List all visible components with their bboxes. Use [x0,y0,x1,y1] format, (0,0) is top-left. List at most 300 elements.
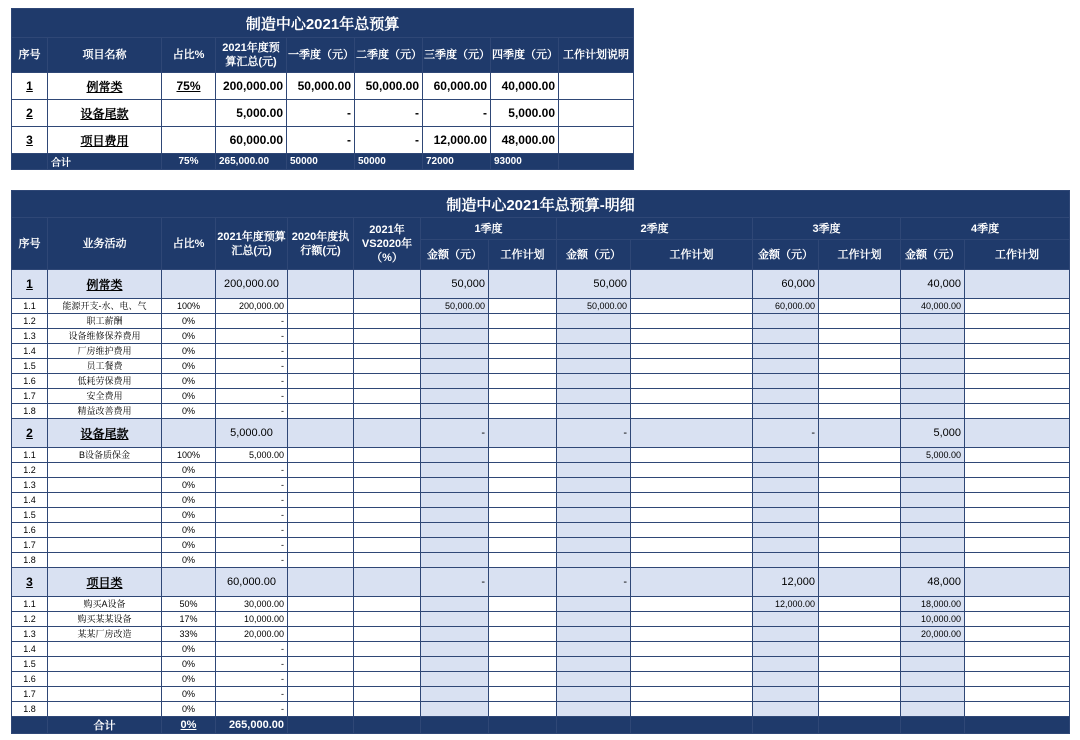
sub-vs [354,702,421,717]
summary-header-row [12,38,634,73]
sub-q4-plan [965,687,1070,702]
sub-q1 [421,672,489,687]
sub-q1-plan [489,478,557,493]
header-cell: 一季度（元） [287,38,355,73]
sub-number: 1.6 [12,672,48,687]
sub-q4-plan [965,612,1070,627]
sub-q2-plan [631,702,753,717]
sub-vs [354,627,421,642]
sub-activity [48,523,162,538]
item-total: 5,000.00 [216,100,287,127]
sub-q1 [421,657,489,672]
item-q4: 40,000.00 [491,73,559,100]
sub-budget: - [216,508,288,523]
sub-number: 1.2 [12,612,48,627]
sub-budget: - [216,657,288,672]
sub-activity: 精益改善费用 [48,404,162,419]
header-cell: 四季度（元） [491,38,559,73]
sub-ratio: 0% [162,642,216,657]
sub-q3-plan [819,359,901,374]
sub-ratio: 0% [162,672,216,687]
sub-q3-plan [819,374,901,389]
sub-number: 1.1 [12,597,48,612]
sub-vs [354,612,421,627]
sub-ratio: 0% [162,687,216,702]
sub-q3-plan [819,553,901,568]
sub-q2-plan [631,299,753,314]
sub-q1 [421,329,489,344]
table-row [12,672,1070,687]
detail-title: 制造中心2021年总预算-明细 [12,191,1070,218]
sub-exec2020 [288,329,354,344]
sub-exec2020 [288,299,354,314]
table-row [12,687,1070,702]
sub-q3-plan [819,448,901,463]
header-ratio: 占比% [162,218,216,270]
sub-vs [354,404,421,419]
header-amount: 金额（元） [753,240,819,270]
group-row [12,270,1070,299]
sub-exec2020 [288,344,354,359]
header-cell: 项目名称 [48,38,162,73]
sub-q1-plan [489,687,557,702]
sub-exec2020 [288,597,354,612]
group-q4: 40,000 [901,270,965,299]
header-cell: 占比% [162,38,216,73]
sub-q1-plan [489,657,557,672]
sub-q4-plan [965,374,1070,389]
sub-activity: 购买某某设备 [48,612,162,627]
item-q1: - [287,100,355,127]
sub-q3 [753,463,819,478]
sub-q3-plan [819,478,901,493]
sub-ratio: 0% [162,314,216,329]
sub-q1-plan [489,463,557,478]
sub-q2-plan [631,672,753,687]
sub-budget: - [216,404,288,419]
sub-q3-plan [819,642,901,657]
sub-q2-plan [631,553,753,568]
sub-q3 [753,508,819,523]
item-q3: 60,000.00 [423,73,491,100]
sub-q3 [753,687,819,702]
sub-budget: 20,000.00 [216,627,288,642]
sub-q4: 40,000.00 [901,299,965,314]
sub-vs [354,299,421,314]
sub-q1-plan [489,359,557,374]
table-row [12,374,1070,389]
table-row [12,508,1070,523]
sub-q4 [901,672,965,687]
sub-exec2020 [288,359,354,374]
sub-budget: - [216,687,288,702]
sub-q1-plan [489,612,557,627]
item-q1: - [287,127,355,154]
group-q3-plan [819,419,901,448]
sub-q1-plan [489,642,557,657]
sub-ratio: 0% [162,508,216,523]
sub-q4-plan [965,627,1070,642]
group-q1-plan [489,419,557,448]
sub-ratio: 0% [162,374,216,389]
item-ratio: 75% [162,73,216,100]
sub-activity: 厂房维护费用 [48,344,162,359]
table-row [12,702,1070,717]
sub-q4 [901,463,965,478]
sub-vs [354,672,421,687]
sub-q1 [421,463,489,478]
sub-q1-plan [489,493,557,508]
sub-activity: B设备质保金 [48,448,162,463]
sub-ratio: 0% [162,702,216,717]
table-row [12,627,1070,642]
sub-q1 [421,508,489,523]
sub-q2-plan [631,463,753,478]
sub-vs [354,687,421,702]
sub-q2-plan [631,597,753,612]
sub-q1-plan [489,627,557,642]
sub-exec2020 [288,553,354,568]
item-total: 60,000.00 [216,127,287,154]
sub-q3-plan [819,463,901,478]
table-row [12,612,1070,627]
sub-budget: 10,000.00 [216,612,288,627]
group-budget: 200,000.00 [216,270,288,299]
sub-q4-plan [965,329,1070,344]
table-row [12,73,634,100]
sub-vs [354,597,421,612]
group-name: 项目类 [48,568,162,597]
sub-exec2020 [288,389,354,404]
sub-exec2020 [288,314,354,329]
sub-exec2020 [288,493,354,508]
sub-budget: - [216,314,288,329]
sub-activity: 安全费用 [48,389,162,404]
group-vs [354,270,421,299]
sub-q2-plan [631,329,753,344]
sub-ratio: 50% [162,597,216,612]
group-exec2020 [288,270,354,299]
sub-q3-plan [819,672,901,687]
sub-number: 1.8 [12,702,48,717]
sub-q1-plan [489,344,557,359]
detail-total-label: 合计 [48,717,162,734]
sub-q1-plan [489,448,557,463]
sub-q1-plan [489,523,557,538]
table-row [12,299,1070,314]
sub-budget: - [216,359,288,374]
sub-q3 [753,702,819,717]
item-q2: - [355,127,423,154]
total-label: 合计 [48,154,162,170]
sub-vs [354,523,421,538]
sub-activity [48,538,162,553]
sub-budget: - [216,389,288,404]
sub-budget: - [216,463,288,478]
detail-total-row [12,717,1070,734]
sub-ratio: 33% [162,627,216,642]
sub-q3 [753,523,819,538]
sub-number: 1.3 [12,478,48,493]
sub-q2 [557,314,631,329]
table-row [12,523,1070,538]
sub-q3 [753,538,819,553]
sub-q1 [421,702,489,717]
group-q3: 60,000 [753,270,819,299]
item-q4: 5,000.00 [491,100,559,127]
group-number: 1 [12,270,48,299]
item-ratio [162,100,216,127]
sub-q4-plan [965,314,1070,329]
sub-q2 [557,657,631,672]
sub-q4 [901,702,965,717]
sub-q1 [421,374,489,389]
sub-exec2020 [288,538,354,553]
sub-ratio: 0% [162,359,216,374]
sub-q3-plan [819,314,901,329]
sub-q2 [557,389,631,404]
sub-budget: 30,000.00 [216,597,288,612]
item-plan [559,100,634,127]
sub-exec2020 [288,508,354,523]
sub-q4-plan [965,523,1070,538]
sub-q2-plan [631,359,753,374]
group-q1-plan [489,568,557,597]
item-plan [559,127,634,154]
sub-q2-plan [631,448,753,463]
sub-q3 [753,627,819,642]
sub-q4 [901,344,965,359]
sub-q4-plan [965,344,1070,359]
group-q2-plan [631,270,753,299]
table-row [12,389,1070,404]
sub-exec2020 [288,374,354,389]
sub-budget: 200,000.00 [216,299,288,314]
sub-number: 1.6 [12,523,48,538]
group-number: 2 [12,419,48,448]
sub-vs [354,359,421,374]
group-row [12,568,1070,597]
sub-q3: 60,000.00 [753,299,819,314]
sub-q1 [421,597,489,612]
group-budget: 60,000.00 [216,568,288,597]
item-q1: 50,000.00 [287,73,355,100]
sub-exec2020 [288,463,354,478]
table-row [12,127,634,154]
sub-vs [354,642,421,657]
sub-q4 [901,538,965,553]
sub-q1-plan [489,702,557,717]
sub-q2-plan [631,344,753,359]
sub-activity: 职工薪酬 [48,314,162,329]
group-vs [354,419,421,448]
header-no: 序号 [12,218,48,270]
sub-q3-plan [819,389,901,404]
sub-q3-plan [819,493,901,508]
sub-q4 [901,508,965,523]
sub-budget: - [216,478,288,493]
sub-vs [354,493,421,508]
sub-exec2020 [288,404,354,419]
sub-q2 [557,702,631,717]
sub-q2 [557,329,631,344]
sub-q2-plan [631,657,753,672]
total-q2: 50000 [355,154,423,170]
sub-ratio: 17% [162,612,216,627]
header-plan: 工作计划 [965,240,1070,270]
header-q1: 1季度 [421,218,557,240]
sub-q1 [421,553,489,568]
sub-q1 [421,359,489,374]
item-name: 项目费用 [48,127,162,154]
sub-q2 [557,493,631,508]
group-q2: - [557,419,631,448]
group-name: 设备尾款 [48,419,162,448]
sub-q4-plan [965,463,1070,478]
sub-q2 [557,508,631,523]
detail-header-row [12,218,1070,240]
sub-budget: - [216,553,288,568]
sub-q3 [753,389,819,404]
sub-q1-plan [489,314,557,329]
detail-total-ratio: 0% [162,717,216,734]
sub-q1-plan [489,299,557,314]
sub-vs [354,314,421,329]
summary-table [11,8,634,170]
sub-q2-plan [631,612,753,627]
header-cell: 三季度（元） [423,38,491,73]
sub-q4-plan [965,389,1070,404]
group-row [12,419,1070,448]
sub-q4-plan [965,493,1070,508]
sub-exec2020 [288,687,354,702]
sub-budget: - [216,329,288,344]
sub-q2-plan [631,374,753,389]
sub-q1 [421,538,489,553]
sub-budget: - [216,538,288,553]
sub-q4: 5,000.00 [901,448,965,463]
sub-vs [354,329,421,344]
sub-q1 [421,627,489,642]
total-q1: 50000 [287,154,355,170]
header-vs: 2021年VS2020年（%） [354,218,421,270]
sub-q2-plan [631,389,753,404]
sub-number: 1.8 [12,553,48,568]
header-activity: 业务活动 [48,218,162,270]
sub-q2 [557,687,631,702]
header-cell: 序号 [12,38,48,73]
sub-q4-plan [965,702,1070,717]
sub-q3-plan [819,523,901,538]
sub-vs [354,344,421,359]
table-row [12,100,634,127]
sub-number: 1.6 [12,374,48,389]
table-row [12,314,1070,329]
sub-q4-plan [965,538,1070,553]
sub-q1-plan [489,538,557,553]
sub-q1 [421,612,489,627]
sub-number: 1.7 [12,389,48,404]
sub-q2 [557,672,631,687]
sub-q2 [557,642,631,657]
sub-budget: 5,000.00 [216,448,288,463]
sub-q4 [901,687,965,702]
sub-budget: - [216,344,288,359]
group-vs [354,568,421,597]
sub-q1: 50,000.00 [421,299,489,314]
sub-q2 [557,553,631,568]
sub-number: 1.7 [12,687,48,702]
sub-q2-plan [631,687,753,702]
sub-q3-plan [819,687,901,702]
sub-activity [48,463,162,478]
group-number: 3 [12,568,48,597]
sub-ratio: 100% [162,299,216,314]
sub-number: 1.4 [12,642,48,657]
sub-q3-plan [819,404,901,419]
sub-q1-plan [489,389,557,404]
sub-q1-plan [489,404,557,419]
item-ratio [162,127,216,154]
table-row [12,329,1070,344]
sub-q4 [901,642,965,657]
item-name: 设备尾款 [48,100,162,127]
sub-q4-plan [965,359,1070,374]
sub-exec2020 [288,672,354,687]
summary-total-row [12,154,634,170]
sub-activity [48,478,162,493]
sub-q1 [421,404,489,419]
sub-ratio: 0% [162,478,216,493]
sub-ratio: 0% [162,344,216,359]
group-ratio [162,568,216,597]
sub-ratio: 0% [162,553,216,568]
sub-ratio: 0% [162,463,216,478]
sub-vs [354,657,421,672]
item-q3: - [423,100,491,127]
sub-ratio: 100% [162,448,216,463]
sub-q4-plan [965,657,1070,672]
sub-q1-plan [489,329,557,344]
header-budget: 2021年度预算汇总(元) [216,218,288,270]
sub-budget: - [216,523,288,538]
header-cell: 工作计划说明 [559,38,634,73]
sub-activity: 能源开支-水、电、气 [48,299,162,314]
sub-q2-plan [631,538,753,553]
sub-q4-plan [965,553,1070,568]
sub-q4: 18,000.00 [901,597,965,612]
sub-activity: 员工餐费 [48,359,162,374]
sub-q4 [901,314,965,329]
sub-q4 [901,404,965,419]
summary-title: 制造中心2021年总预算 [12,9,634,38]
sub-q3 [753,672,819,687]
sub-budget: - [216,374,288,389]
sub-ratio: 0% [162,538,216,553]
sub-activity: 设备维修保养费用 [48,329,162,344]
sub-vs [354,448,421,463]
sub-q3-plan [819,597,901,612]
sub-q3-plan [819,702,901,717]
sub-exec2020 [288,478,354,493]
sub-q2 [557,627,631,642]
sub-q2 [557,523,631,538]
sub-activity: 低耗劳保费用 [48,374,162,389]
sub-q1 [421,642,489,657]
sub-q3-plan [819,508,901,523]
group-q4-plan [965,270,1070,299]
sub-q2-plan [631,642,753,657]
